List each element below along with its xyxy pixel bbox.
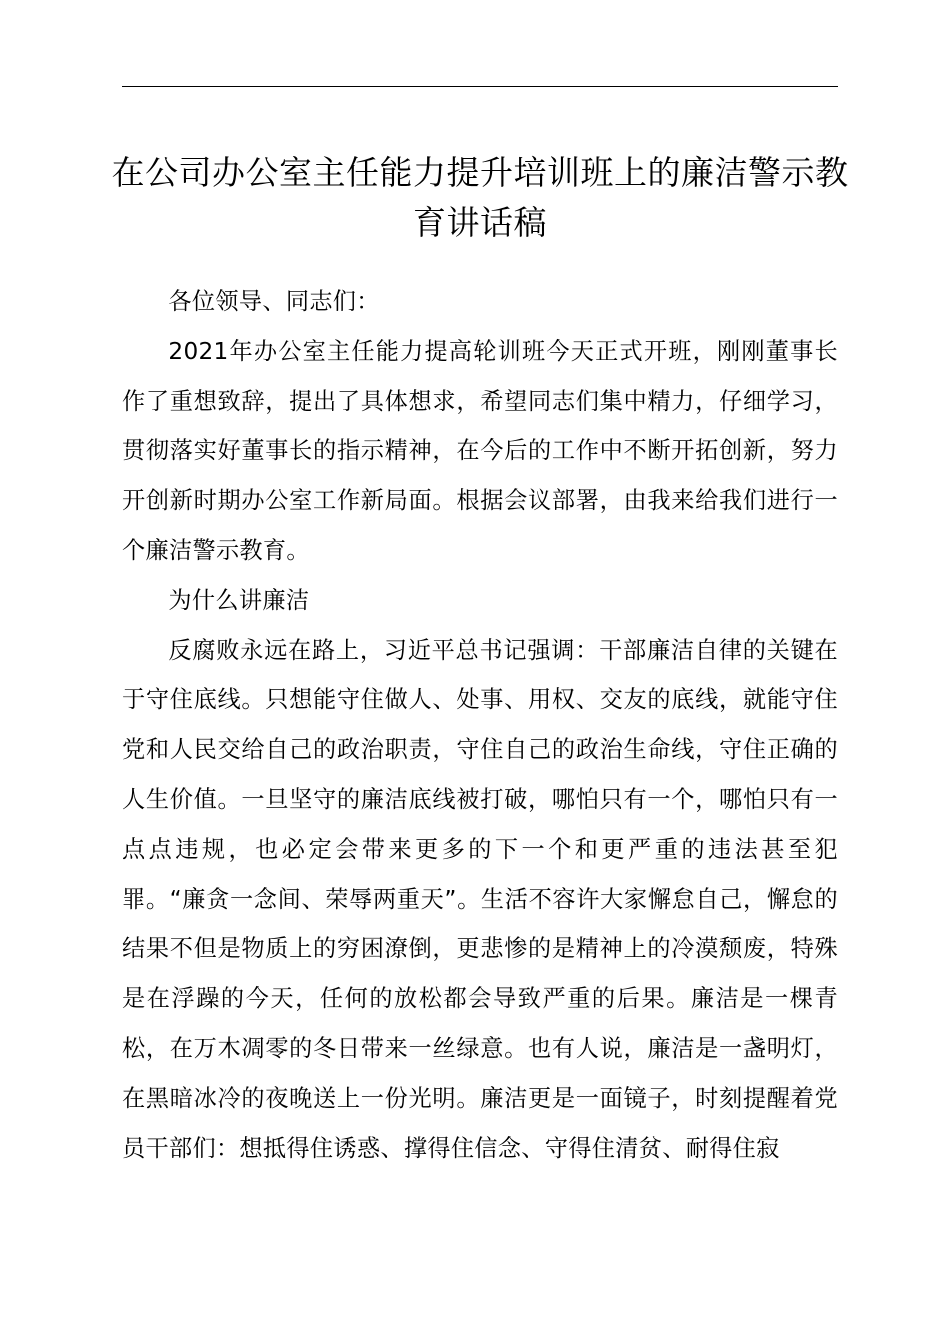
salutation-paragraph: 各位领导、同志们：	[168, 288, 380, 315]
section-heading: 为什么讲廉洁	[168, 586, 310, 614]
document-body	[122, 277, 838, 1173]
document-title: 在公司办公室主任能力提升培训班上的廉洁警示教育讲话稿	[111, 153, 849, 242]
opening-paragraph: 2021年办公室主任能力提高轮训班今天正式开班，刚刚董事长作了重想致辞，提出了具体想求，希望同志们集中精力，仔细学习，贯彻落实好董事长的指示精神，在今后的工作中不断开拓创新，努力开创新时期办公室工作新局面。根据会议部署，由我来给我们进行一个廉洁警示教育。	[122, 337, 838, 564]
body-paragraph: 反腐败永远在路上，习近平总书记强调：干部廉洁自律的关键在于守住底线。只想能守住做人、处事、用权、交友的底线，就能守住党和人民交给自己的政治职责，守住自己的政治生命线，守住正确的人生价值。一旦坚守的廉洁底线被打破，哪怕只有一个，哪怕只有一点点违规，也必定会带来更多的下一个和更严重的违法甚至犯罪。“廉贪一念间、荣辱两重天”。生活不容许大家懈怠自己，懈怠的结果不但是物质上的穷困潦倒，更悲惨的是精神上的冷漠颓废，特殊是在浮躁的今天，任何的放松都会导致严重的后果。廉洁是一棵青松，在万木凋零的冬日带来一丝绿意。也有人说，廉洁是一盏明灯，在黑暗冰冷的夜晚送上一份光明。廉洁更是一面镜子，时刻提醒着党员干部们：想抵得住诱惑、撑得住信念、守得住清贫、耐得住寂	[122, 636, 838, 1162]
header-rule	[122, 86, 838, 87]
